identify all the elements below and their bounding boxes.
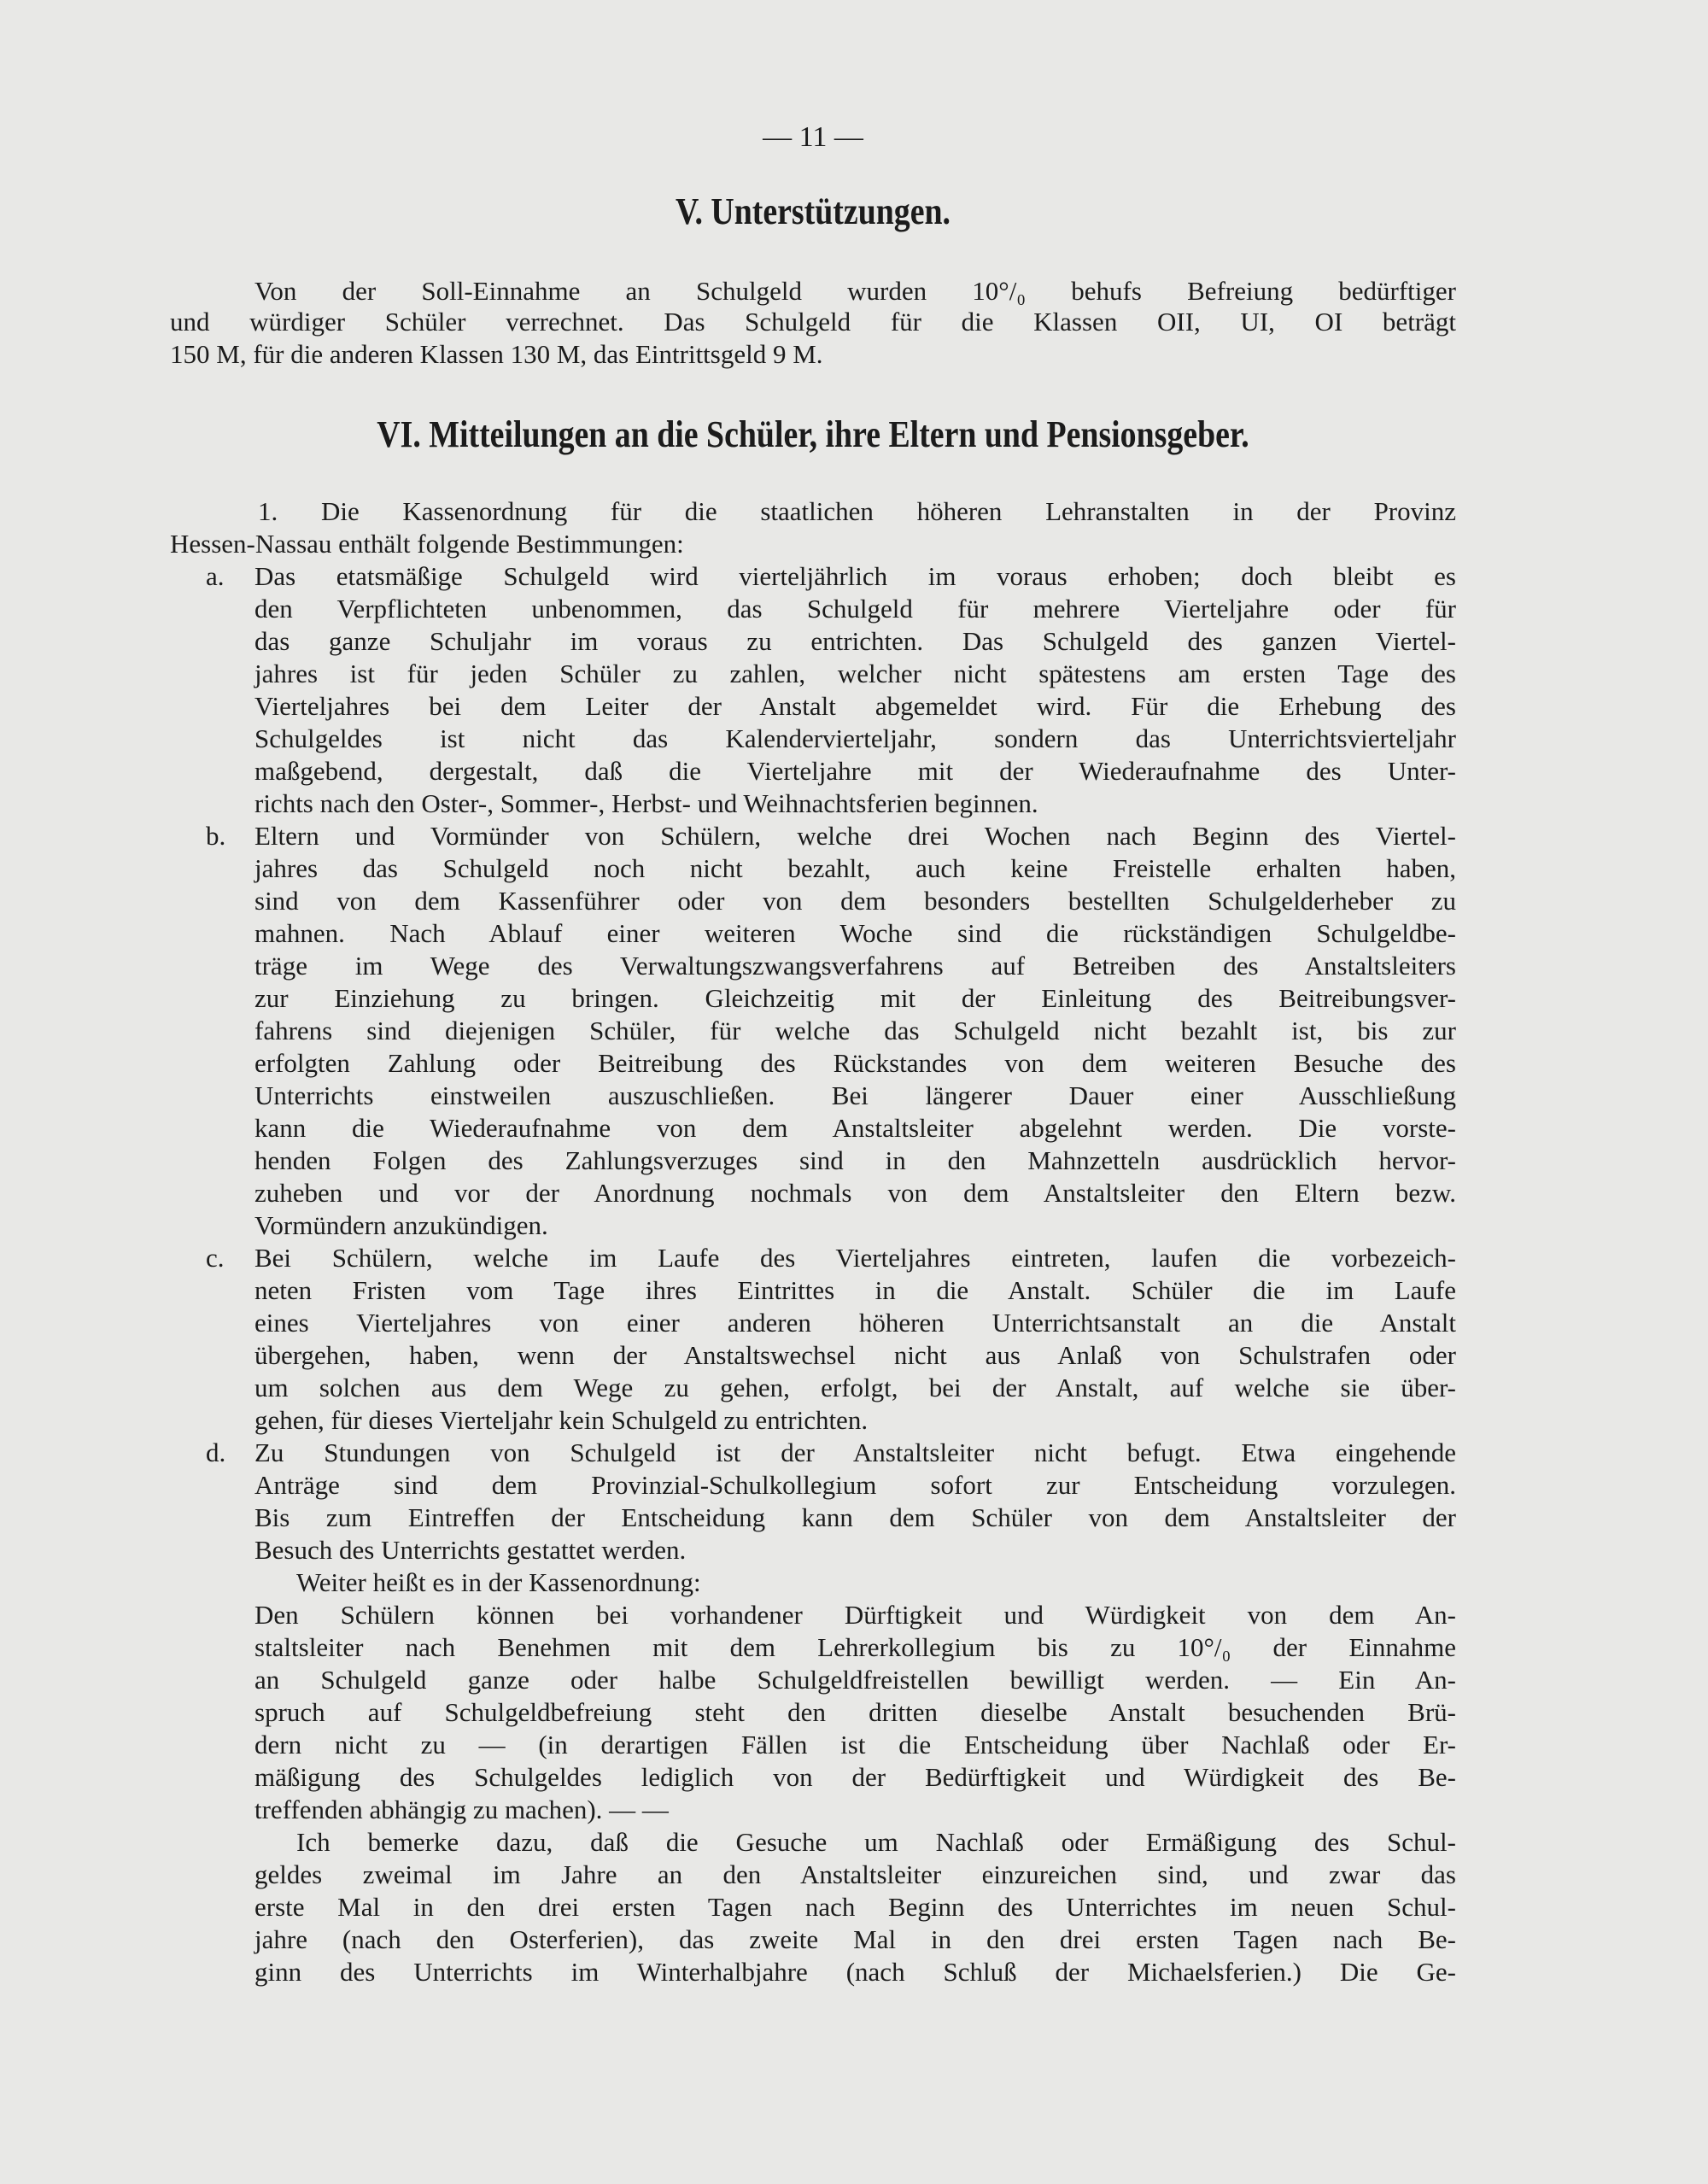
paragraph-line: das ganze Schuljahr im voraus zu entrichten. Das Schulgeld des ganzen Viertel- xyxy=(254,626,1456,656)
list-item-label: a. xyxy=(206,561,225,591)
paragraph-line: Von der Soll-Einnahme an Schulgeld wurden 10°/₀ behufs Befreiung bedürftiger xyxy=(254,276,1456,306)
paragraph-line: Ich bemerke dazu, daß die Gesuche um Nachlaß oder Ermäßigung des Schul- xyxy=(296,1827,1456,1857)
paragraph-line: träge im Wege des Verwaltungszwangsverfahrens auf Betreiben des Anstaltsleiters xyxy=(254,951,1456,981)
paragraph-line: jahre (nach den Osterferien), das zweite Mal in den drei ersten Tagen nach Be- xyxy=(254,1924,1456,1954)
paragraph-line: Das etatsmäßige Schulgeld wird vierteljährlich im voraus erhoben; doch bleibt es xyxy=(254,561,1456,591)
paragraph-line: Weiter heißt es in der Kassenordnung: xyxy=(296,1567,701,1597)
paragraph-line: fahrens sind diejenigen Schüler, für welche das Schulgeld nicht bezahlt ist, bis zur xyxy=(254,1016,1456,1045)
list-item-label: d. xyxy=(206,1437,226,1467)
paragraph-line: staltsleiter nach Benehmen mit dem Lehrerkollegium bis zu 10°/₀ der Einnahme xyxy=(254,1632,1456,1662)
paragraph-line: Zu Stundungen von Schulgeld ist der Anstaltsleiter nicht befugt. Etwa eingehende xyxy=(254,1437,1456,1467)
paragraph-line: mahnen. Nach Ablauf einer weiteren Woche sind die rückständigen Schulgeldbe- xyxy=(254,918,1456,948)
paragraph-line: maßgebend, dergestalt, daß die Vierteljahre mit der Wiederaufnahme des Unter- xyxy=(254,756,1456,786)
paragraph-line: ginn des Unterrichts im Winterhalbjahre (nach Schluß der Michaelsferien.) Die Ge- xyxy=(254,1957,1456,1987)
paragraph-line: erfolgten Zahlung oder Beitreibung des Rückstandes von dem weiteren Besuche des xyxy=(254,1048,1456,1078)
paragraph-line: und würdiger Schüler verrechnet. Das Schulgeld für die Klassen OII, UI, OI beträgt xyxy=(170,307,1456,337)
paragraph-line: Schulgeldes ist nicht das Kalendervierteljahr, sondern das Unterrichtsvierteljahr xyxy=(254,723,1456,753)
paragraph-line: erste Mal in den drei ersten Tagen nach Beginn des Unterrichtes im neuen Schul- xyxy=(254,1892,1456,1922)
paragraph-line: Vormündern anzukündigen. xyxy=(254,1210,548,1240)
paragraph-line: Hessen-Nassau enthält folgende Bestimmungen: xyxy=(170,529,684,559)
paragraph-line: eines Vierteljahres von einer anderen höheren Unterrichtsanstalt an die Anstalt xyxy=(254,1308,1456,1338)
page-number: — 11 — xyxy=(763,121,863,153)
paragraph-line: sind von dem Kassenführer oder von dem besonders bestellten Schulgelderheber zu xyxy=(254,886,1456,916)
paragraph-line: dern nicht zu — (in derartigen Fällen ist die Entscheidung über Nachlaß oder Er- xyxy=(254,1730,1456,1759)
paragraph-line: zuheben und vor der Anordnung nochmals von dem Anstaltsleiter den Eltern bezw. xyxy=(254,1178,1456,1208)
paragraph-line: geldes zweimal im Jahre an den Anstaltsleiter einzureichen sind, und zwar das xyxy=(254,1859,1456,1889)
paragraph-line: Bei Schülern, welche im Laufe des Vierteljahres eintreten, laufen die vorbezeich- xyxy=(254,1243,1456,1273)
paragraph-line: neten Fristen vom Tage ihres Eintrittes in die Anstalt. Schüler die im Laufe xyxy=(254,1275,1456,1305)
paragraph-line: Den Schülern können bei vorhandener Dürftigkeit und Würdigkeit von dem An- xyxy=(254,1600,1456,1630)
paragraph-line: jahres das Schulgeld noch nicht bezahlt, auch keine Freistelle erhalten haben, xyxy=(254,853,1456,883)
paragraph-line: an Schulgeld ganze oder halbe Schulgeldfreistellen bewilligt werden. — Ein An- xyxy=(254,1665,1456,1695)
list-item-label: c. xyxy=(206,1243,225,1273)
paragraph-line: Anträge sind dem Provinzial-Schulkollegium sofort zur Entscheidung vorzulegen. xyxy=(254,1470,1456,1500)
paragraph-line: spruch auf Schulgeldbefreiung steht den dritten dieselbe Anstalt besuchenden Brü- xyxy=(254,1697,1456,1727)
paragraph-line: treffenden abhängig zu machen). — — xyxy=(254,1795,669,1824)
paragraph-line: Eltern und Vormünder von Schülern, welche drei Wochen nach Beginn des Viertel- xyxy=(254,821,1456,851)
paragraph-line: gehen, für dieses Vierteljahr kein Schulgeld zu entrichten. xyxy=(254,1405,869,1435)
section-v-heading: V. Unterstützungen. xyxy=(675,190,951,232)
paragraph-line: Bis zum Eintreffen der Entscheidung kann dem Schüler von dem Anstaltsleiter der xyxy=(254,1502,1456,1532)
paragraph-line: 1. Die Kassenordnung für die staatlichen höheren Lehranstalten in der Provinz xyxy=(258,496,1456,526)
paragraph-line: 150 M, für die anderen Klassen 130 M, das Eintrittsgeld 9 M. xyxy=(170,339,823,369)
paragraph-line: jahres ist für jeden Schüler zu zahlen, welcher nicht spätestens am ersten Tage des xyxy=(254,659,1456,688)
paragraph-line: henden Folgen des Zahlungsverzuges sind in den Mahnzetteln ausdrücklich hervor- xyxy=(254,1145,1456,1175)
section-vi-heading: VI. Mitteilungen an die Schüler, ihre Eltern und Pensionsgeber. xyxy=(377,413,1249,455)
paragraph-line: den Verpflichteten unbenommen, das Schulgeld für mehrere Vierteljahre oder für xyxy=(254,594,1456,624)
paragraph-line: Unterrichts einstweilen auszuschließen. Bei längerer Dauer einer Ausschließung xyxy=(254,1080,1456,1110)
paragraph-line: Besuch des Unterrichts gestattet werden. xyxy=(254,1535,687,1565)
paragraph-line: Vierteljahres bei dem Leiter der Anstalt abgemeldet wird. Für die Erhebung des xyxy=(254,691,1456,721)
paragraph-line: zur Einziehung zu bringen. Gleichzeitig mit der Einleitung des Beitreibungsver- xyxy=(254,983,1456,1013)
paragraph-line: um solchen aus dem Wege zu gehen, erfolgt, bei der Anstalt, auf welche sie über- xyxy=(254,1373,1456,1402)
paragraph-line: richts nach den Oster-, Sommer-, Herbst- und Weihnachtsferien beginnen. xyxy=(254,788,1038,818)
paragraph-line: kann die Wiederaufnahme von dem Anstaltsleiter abgelehnt werden. Die vorste- xyxy=(254,1113,1456,1143)
paragraph-line: mäßigung des Schulgeldes lediglich von der Bedürftigkeit und Würdigkeit des Be- xyxy=(254,1762,1456,1792)
list-item-label: b. xyxy=(206,821,226,851)
paragraph-line: übergehen, haben, wenn der Anstaltswechsel nicht aus Anlaß von Schulstrafen oder xyxy=(254,1340,1456,1370)
